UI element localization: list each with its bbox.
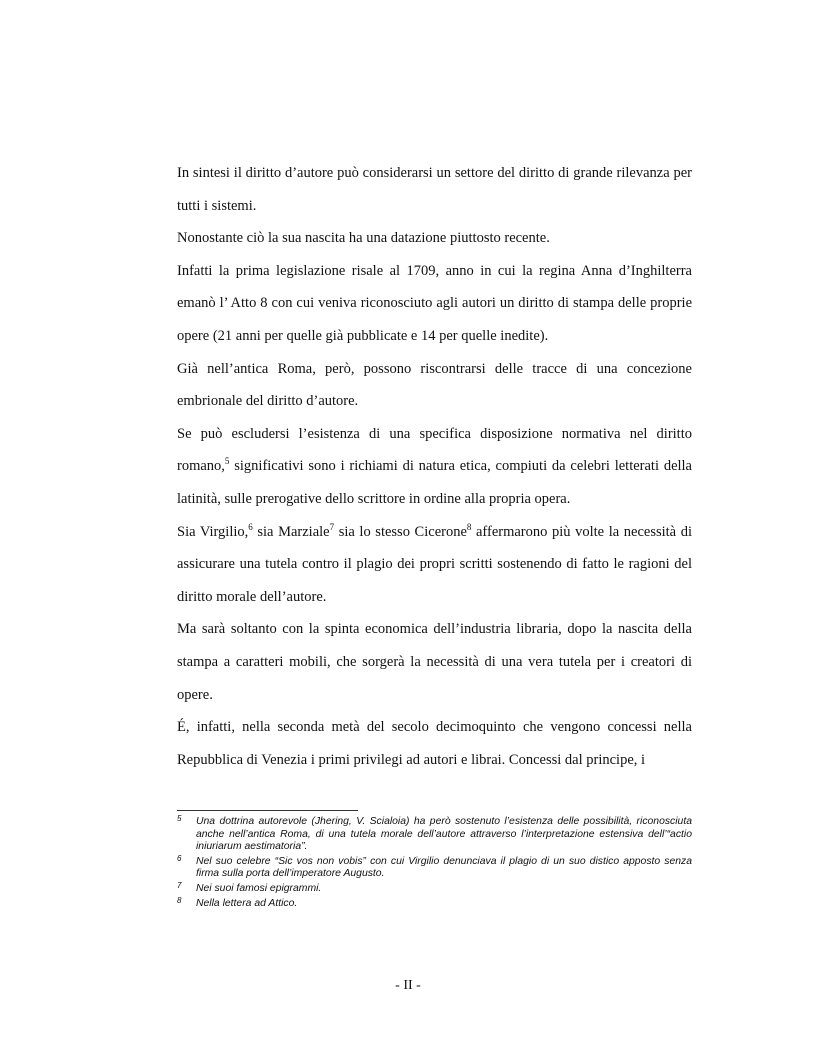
paragraph: Infatti la prima legislazione risale al 1709, anno in cui la regina Anna d’Inghilterra emanò l’ Atto 8 con cui veniva riconosciuto agli autori un diritto di stampa delle proprie opere (21 anni per quelle già pubblicate e 14 per quelle inedite). <box>177 262 692 344</box>
footnote-ref-5: 5 <box>224 456 230 467</box>
footnote-text: Nel suo celebre “Sic vos non vobis” con cui Virgilio denunciava il plagio di un suo distico apposto senza firma sulla porta dell’imperatore Augusto. <box>196 855 692 880</box>
page-number: - II - <box>395 978 421 993</box>
footnote-number: 5 <box>177 814 182 823</box>
footnote-ref-8: 8 <box>466 521 472 532</box>
paragraph-text: Sia Virgilio, <box>177 523 249 540</box>
paragraph: É, infatti, nella seconda metà del secolo decimoquinto che vengono concessi nella Repubblica di Venezia i primi privilegi ad autori e librai. Concessi dal principe, i <box>177 719 692 768</box>
footnote-text: Nei suoi famosi epigrammi. <box>196 882 322 894</box>
paragraph-text: affermarono più volte la necessità di assicurare una tutela contro il plagio dei propri scritti sostenendo di fatto le ragioni del diritto morale dell’autore. <box>177 523 692 605</box>
paragraph-text: Se può escludersi l’esistenza di una specifica disposizione normativa nel diritto romano, <box>177 425 692 475</box>
paragraph: In sintesi il diritto d’autore può considerarsi un settore del diritto di grande rilevanza per tutti i sistemi. <box>177 165 692 214</box>
paragraph-text: significativi sono i richiami di natura etica, compiuti da celebri letterati della latinità, sulle prerogative dello scrittore in ordine alla propria opera. <box>177 458 692 507</box>
paragraph-text: sia lo stesso Cicerone <box>334 523 467 540</box>
footnote-number: 8 <box>177 895 182 905</box>
footnote <box>177 853 692 881</box>
paragraph <box>177 418 692 516</box>
body-text <box>177 157 692 776</box>
footnote-separator <box>177 810 358 811</box>
footnote-text: Nella lettera ad Attico. <box>196 897 298 909</box>
footnote-ref-6: 6 <box>248 521 253 532</box>
paragraph: Ma sarà soltanto con la spinta economica dell’industria libraria, dopo la nascita della stampa a caratteri mobili, che sorgerà la necessità di una vera tutela per i creatori di opere. <box>177 621 692 703</box>
paragraph-text: sia Marziale <box>252 523 330 540</box>
footnote <box>177 895 692 911</box>
footnote-text: Una dottrina autorevole (Jhering, V. Scialoia) ha però sostenuto l’esistenza delle possibilità, riconosciuta anche nell’antica Roma, di una tutela morale dell’autore attraverso l’interpretazione estensiva dell’“actio iniuriarum aestimatoria”. <box>196 816 692 853</box>
paragraph <box>177 516 692 614</box>
footnote-ref-7: 7 <box>329 521 335 532</box>
footnote <box>177 880 692 896</box>
paragraph: Già nell’antica Roma, però, possono riscontrarsi delle tracce di una concezione embrionale del diritto d’autore. <box>177 360 692 410</box>
footnotes <box>177 816 692 912</box>
footnote <box>177 816 692 854</box>
paragraph: Nonostante ciò la sua nascita ha una datazione piuttosto recente. <box>177 230 550 247</box>
footnote-number: 6 <box>177 853 182 863</box>
footnote-number: 7 <box>177 880 182 890</box>
